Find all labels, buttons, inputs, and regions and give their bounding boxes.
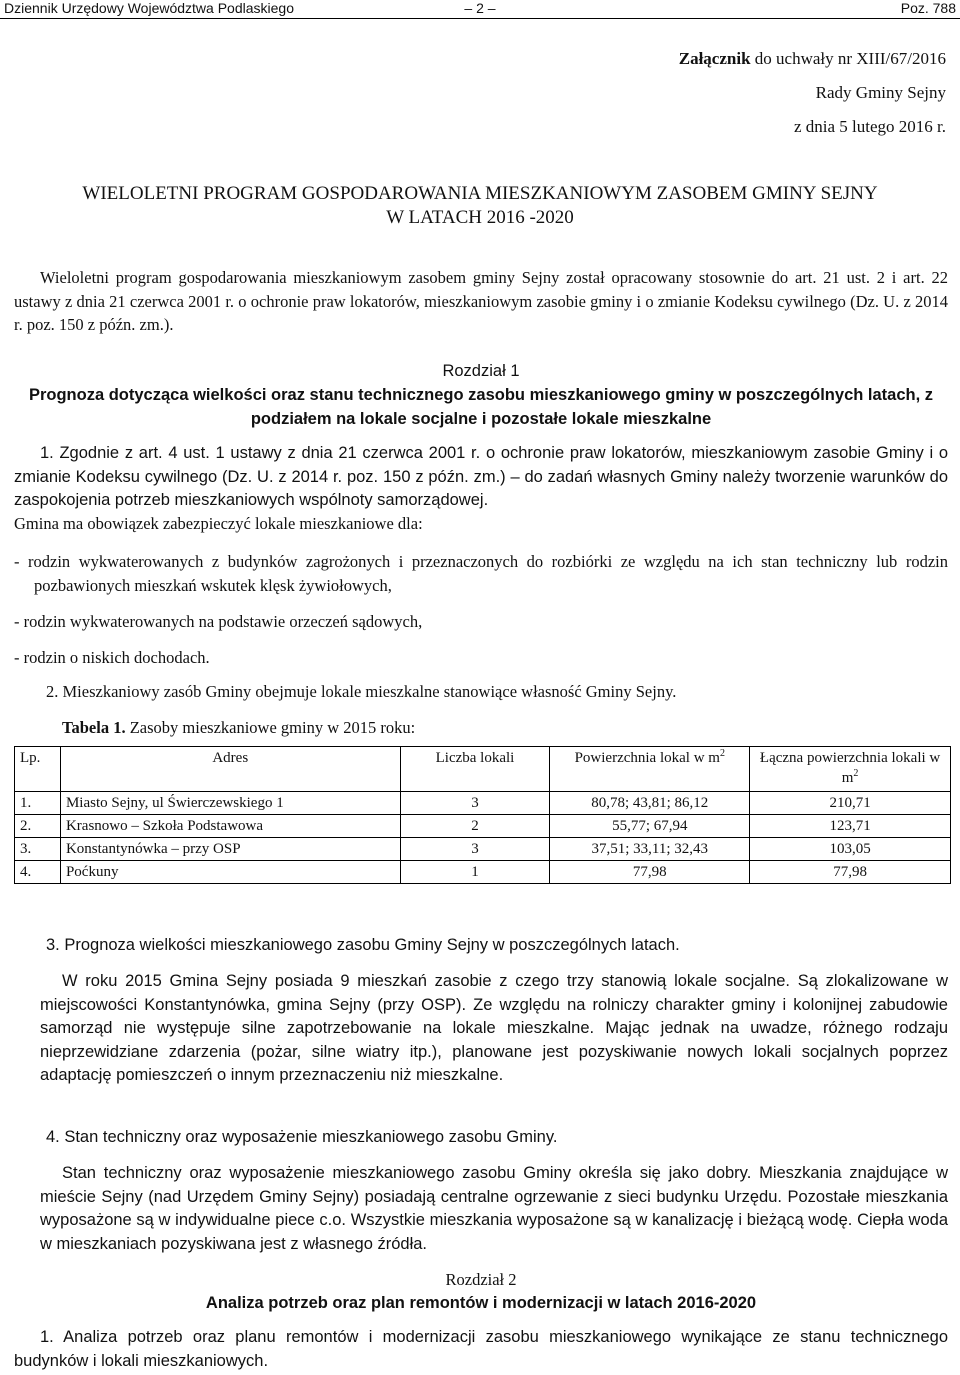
cell-area: 37,51; 33,11; 32,43 [550, 838, 750, 861]
chapter2-subtitle: Analiza potrzeb oraz plan remontów i modernizacji w latach 2016-2020 [205, 1294, 757, 1312]
list-item: - rodzin o niskich dochodach. [14, 648, 210, 667]
table-header-row [15, 747, 951, 792]
table-caption: Tabela 1. Zasoby mieszkaniowe gminy w 2015 roku: [62, 718, 416, 737]
position-number: Poz. 788 [900, 0, 956, 16]
cell-area: 55,77; 67,94 [550, 815, 750, 838]
cell-total-area: 123,71 [750, 815, 951, 838]
cell-address: Poćkuny [60, 861, 400, 884]
section-4-paragraph: Stan techniczny oraz wyposażenie mieszkaniowego zasobu Gminy określa się jako dobry. Mieszkania znajdujące w mieście Sejny (nad Urzędem Gminy Sejny) posiadają centralne ogrzewanie z sieci budynku Urzędu. Pozostałe mieszkania wyposażone są w indywidualne piece c.o. Wszystkie mieszkania wyposażone są w kanalizację i bieżącą wodę. Ciepła woda w mieszkaniach pozyskiwana jest z własnego źródła. [40, 1164, 948, 1253]
section-3-heading: 3. Prognoza wielkości mieszkaniowego zasobu Gminy Sejny w poszczególnych latach. [46, 936, 680, 954]
paragraph-1: 1. Zgodnie z art. 4 ust. 1 ustawy z dnia 21 czerwca 2001 r. o ochronie praw lokatorów, mieszkaniowym zasobie Gminy i o zmianie Kodeksu cywilnego (Dz. U. z 2014 r. poz. 150 z późn. zm.) – do zadań własnych Gminy należy tworzenie warunków do zaspokojenia potrzeb mieszkaniowych wspólnoty samorządowej. [14, 444, 948, 509]
cell-address: Konstantynówka – przy OSP [60, 838, 400, 861]
cell-lp: 3. [15, 838, 61, 861]
intro-paragraph: Wieloletni program gospodarowania mieszkaniowym zasobem gminy Sejny został opracowany stosownie do art. 21 ust. 2 i art. 22 ustawy z dnia 21 czerwca 2001 r. o ochronie praw lokatorów, mieszkaniowym zasobie gminy i o zmianie Kodeksu cywilnego (Dz. U. z 2014 r. poz. 150 z późn. zm.). [14, 268, 948, 334]
chapter2-paragraph-1: 1. Analiza potrzeb oraz planu remontów i modernizacji zasobu mieszkaniowego wynikające ze stanu technicznego budynków i lokali mieszkaniowych. [14, 1328, 948, 1370]
header-area: Powierzchnia lokal w $m^2$ [550, 747, 750, 792]
table-row [15, 792, 951, 815]
cell-area: 77,98 [550, 861, 750, 884]
paragraph-1b: Gmina ma obowiązek zabezpieczyć lokale mieszkaniowe dla: [14, 514, 423, 533]
section-3-paragraph: W roku 2015 Gmina Sejny posiada 9 mieszkań zasobie z czego trzy stanowią lokale socjalne. Są zlokalizowane w miejscowości Konstantynówka, gmina Sejny (przy OSP). Ze względu na rolniczy charakter gminy i kolonijnej zabudowie samorząd nie występuje silne zapotrzebowanie na lokale mieszkalne. Mając jednak na uwadze, różnego rodzaju nieprzewidziane zdarzenia (pożar, silne wiatry itp.), planowane jest pozyskiwanie nowych lokali socjalnych poprzez adaptację pomieszczeń o innym przeznaczeniu niż mieszkalne. [40, 972, 948, 1084]
chapter1-heading: Rozdział 1 [442, 362, 520, 380]
header-total-area: Łączna powierzchnia lokali w $m^2$ [750, 747, 951, 792]
section-4-heading: 4. Stan techniczny oraz wyposażenie mieszkaniowego zasobu Gminy. [46, 1128, 558, 1146]
cell-lp: 2. [15, 815, 61, 838]
table-row [15, 861, 951, 884]
cell-lp: 4. [15, 861, 61, 884]
cell-area: 80,78; 43,81; 86,12 [550, 792, 750, 815]
cell-total-area: 77,98 [750, 861, 951, 884]
list-item: - rodzin wykwaterowanych na podstawie orzeczeń sądowych, [14, 612, 423, 631]
cell-count: 2 [400, 815, 550, 838]
list-item: - rodzin wykwaterowanych z budynków zagrożonych i przeznaczonych do rozbiórki ze względu na ich stan techniczny lub rodzin pozbawionych mieszkań wskutek klęsk żywiołowych, [14, 552, 948, 595]
header-address: Adres [60, 747, 400, 792]
annex-block [679, 42, 946, 144]
journal-name: Dziennik Urzędowy Województwa Podlaskiego [4, 0, 294, 16]
paragraph-2: 2. Mieszkaniowy zasób Gminy obejmuje lokale mieszkalne stanowiące własność Gminy Sejny. [46, 682, 677, 701]
chapter1-subtitle: Prognoza dotycząca wielkości oraz stanu technicznego zasobu mieszkaniowego gminy w poszczególnych latach, z podziałem na lokale socjalne i pozostałe lokale mieszkalne [28, 386, 934, 428]
annex-line-1: Załącznik do uchwały nr XIII/67/2016 [678, 49, 946, 68]
cell-count: 3 [400, 792, 550, 815]
table-row [15, 815, 951, 838]
header-count: Liczba lokali [400, 747, 550, 792]
page-number: – 2 – [464, 0, 496, 16]
cell-total-area: 210,71 [750, 792, 951, 815]
document-title: WIELOLETNI PROGRAM GOSPODAROWANIA MIESZKANIOWYM ZASOBEM GMINY SEJNY W LATACH 2016 -2020 [82, 183, 878, 228]
table-row [15, 838, 951, 861]
cell-total-area: 103,05 [750, 838, 951, 861]
cell-address: Miasto Sejny, ul Świerczewskiego 1 [60, 792, 400, 815]
cell-address: Krasnowo – Szkoła Podstawowa [60, 815, 400, 838]
cell-count: 1 [400, 861, 550, 884]
cell-lp: 1. [15, 792, 61, 815]
cell-count: 3 [400, 838, 550, 861]
annex-line-3: z dnia 5 lutego 2016 r. [793, 117, 946, 136]
page-header [0, 0, 960, 19]
annex-line-2: Rady Gminy Sejny [815, 83, 946, 102]
housing-table [14, 746, 951, 884]
header-lp: Lp. [15, 747, 61, 792]
chapter2-heading: Rozdział 2 [445, 1270, 517, 1289]
